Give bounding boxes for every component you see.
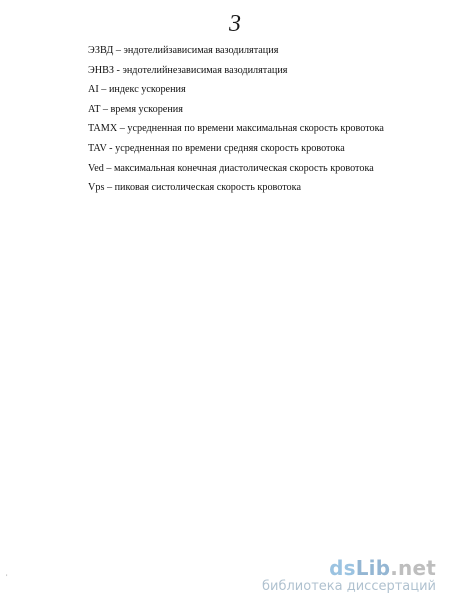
- abbreviation-definition: индекс ускорения: [108, 84, 186, 96]
- abbreviation-separator: -: [113, 64, 123, 76]
- abbreviation-separator: –: [104, 182, 115, 194]
- abbreviation-term: TAV: [88, 142, 107, 154]
- abbreviation-item: [88, 104, 384, 116]
- abbreviation-item: [88, 143, 384, 155]
- abbreviation-separator: –: [103, 162, 115, 174]
- abbreviation-definition: пиковая систолическая скорость кровотока: [114, 182, 301, 194]
- abbreviation-term: AT: [88, 103, 101, 115]
- abbreviation-separator: –: [113, 45, 124, 56]
- abbreviation-item: [88, 45, 384, 57]
- abbreviation-definition: усредненная по времени максимальная скорость кровотока: [127, 123, 384, 135]
- abbreviation-list: [88, 45, 384, 202]
- abbreviation-term: AI: [88, 84, 99, 96]
- abbreviation-term: Vps: [88, 182, 105, 194]
- abbreviation-item: [88, 123, 384, 135]
- abbreviation-term: Ved: [88, 162, 104, 174]
- abbreviation-item: [88, 182, 384, 194]
- abbreviation-definition: усредненная по времени средняя скорость кровотока: [115, 142, 345, 154]
- abbreviation-definition: эндотелийнезависимая вазодилятация: [122, 64, 288, 76]
- abbreviation-term: ЭНВЗ: [88, 64, 114, 76]
- abbreviation-definition: время ускорения: [110, 103, 183, 115]
- abbreviation-item: [88, 65, 384, 77]
- watermark-logo-text: [262, 557, 436, 579]
- abbreviation-item: [88, 84, 384, 96]
- abbreviation-separator: –: [98, 84, 109, 96]
- abbreviation-term: TAMX: [88, 123, 118, 135]
- stray-mark: ,: [6, 571, 8, 577]
- watermark-logo-part: ds: [329, 556, 356, 580]
- abbreviation-definition: эндотелийзависимая вазодилятация: [123, 45, 279, 56]
- page-number: 3: [229, 11, 241, 37]
- abbreviation-separator: –: [117, 123, 128, 135]
- watermark-subtitle: библиотека диссертаций: [262, 579, 436, 594]
- abbreviation-separator: -: [106, 142, 116, 154]
- abbreviation-item: [88, 163, 384, 175]
- watermark-logo-part: Lib: [355, 556, 391, 580]
- abbreviation-separator: –: [100, 103, 111, 115]
- abbreviation-definition: максимальная конечная диастолическая скорость кровотока: [114, 162, 374, 174]
- watermark-logo: [262, 557, 436, 595]
- watermark-logo-part: .net: [390, 556, 436, 580]
- abbreviation-term: ЭЗВД: [88, 45, 114, 56]
